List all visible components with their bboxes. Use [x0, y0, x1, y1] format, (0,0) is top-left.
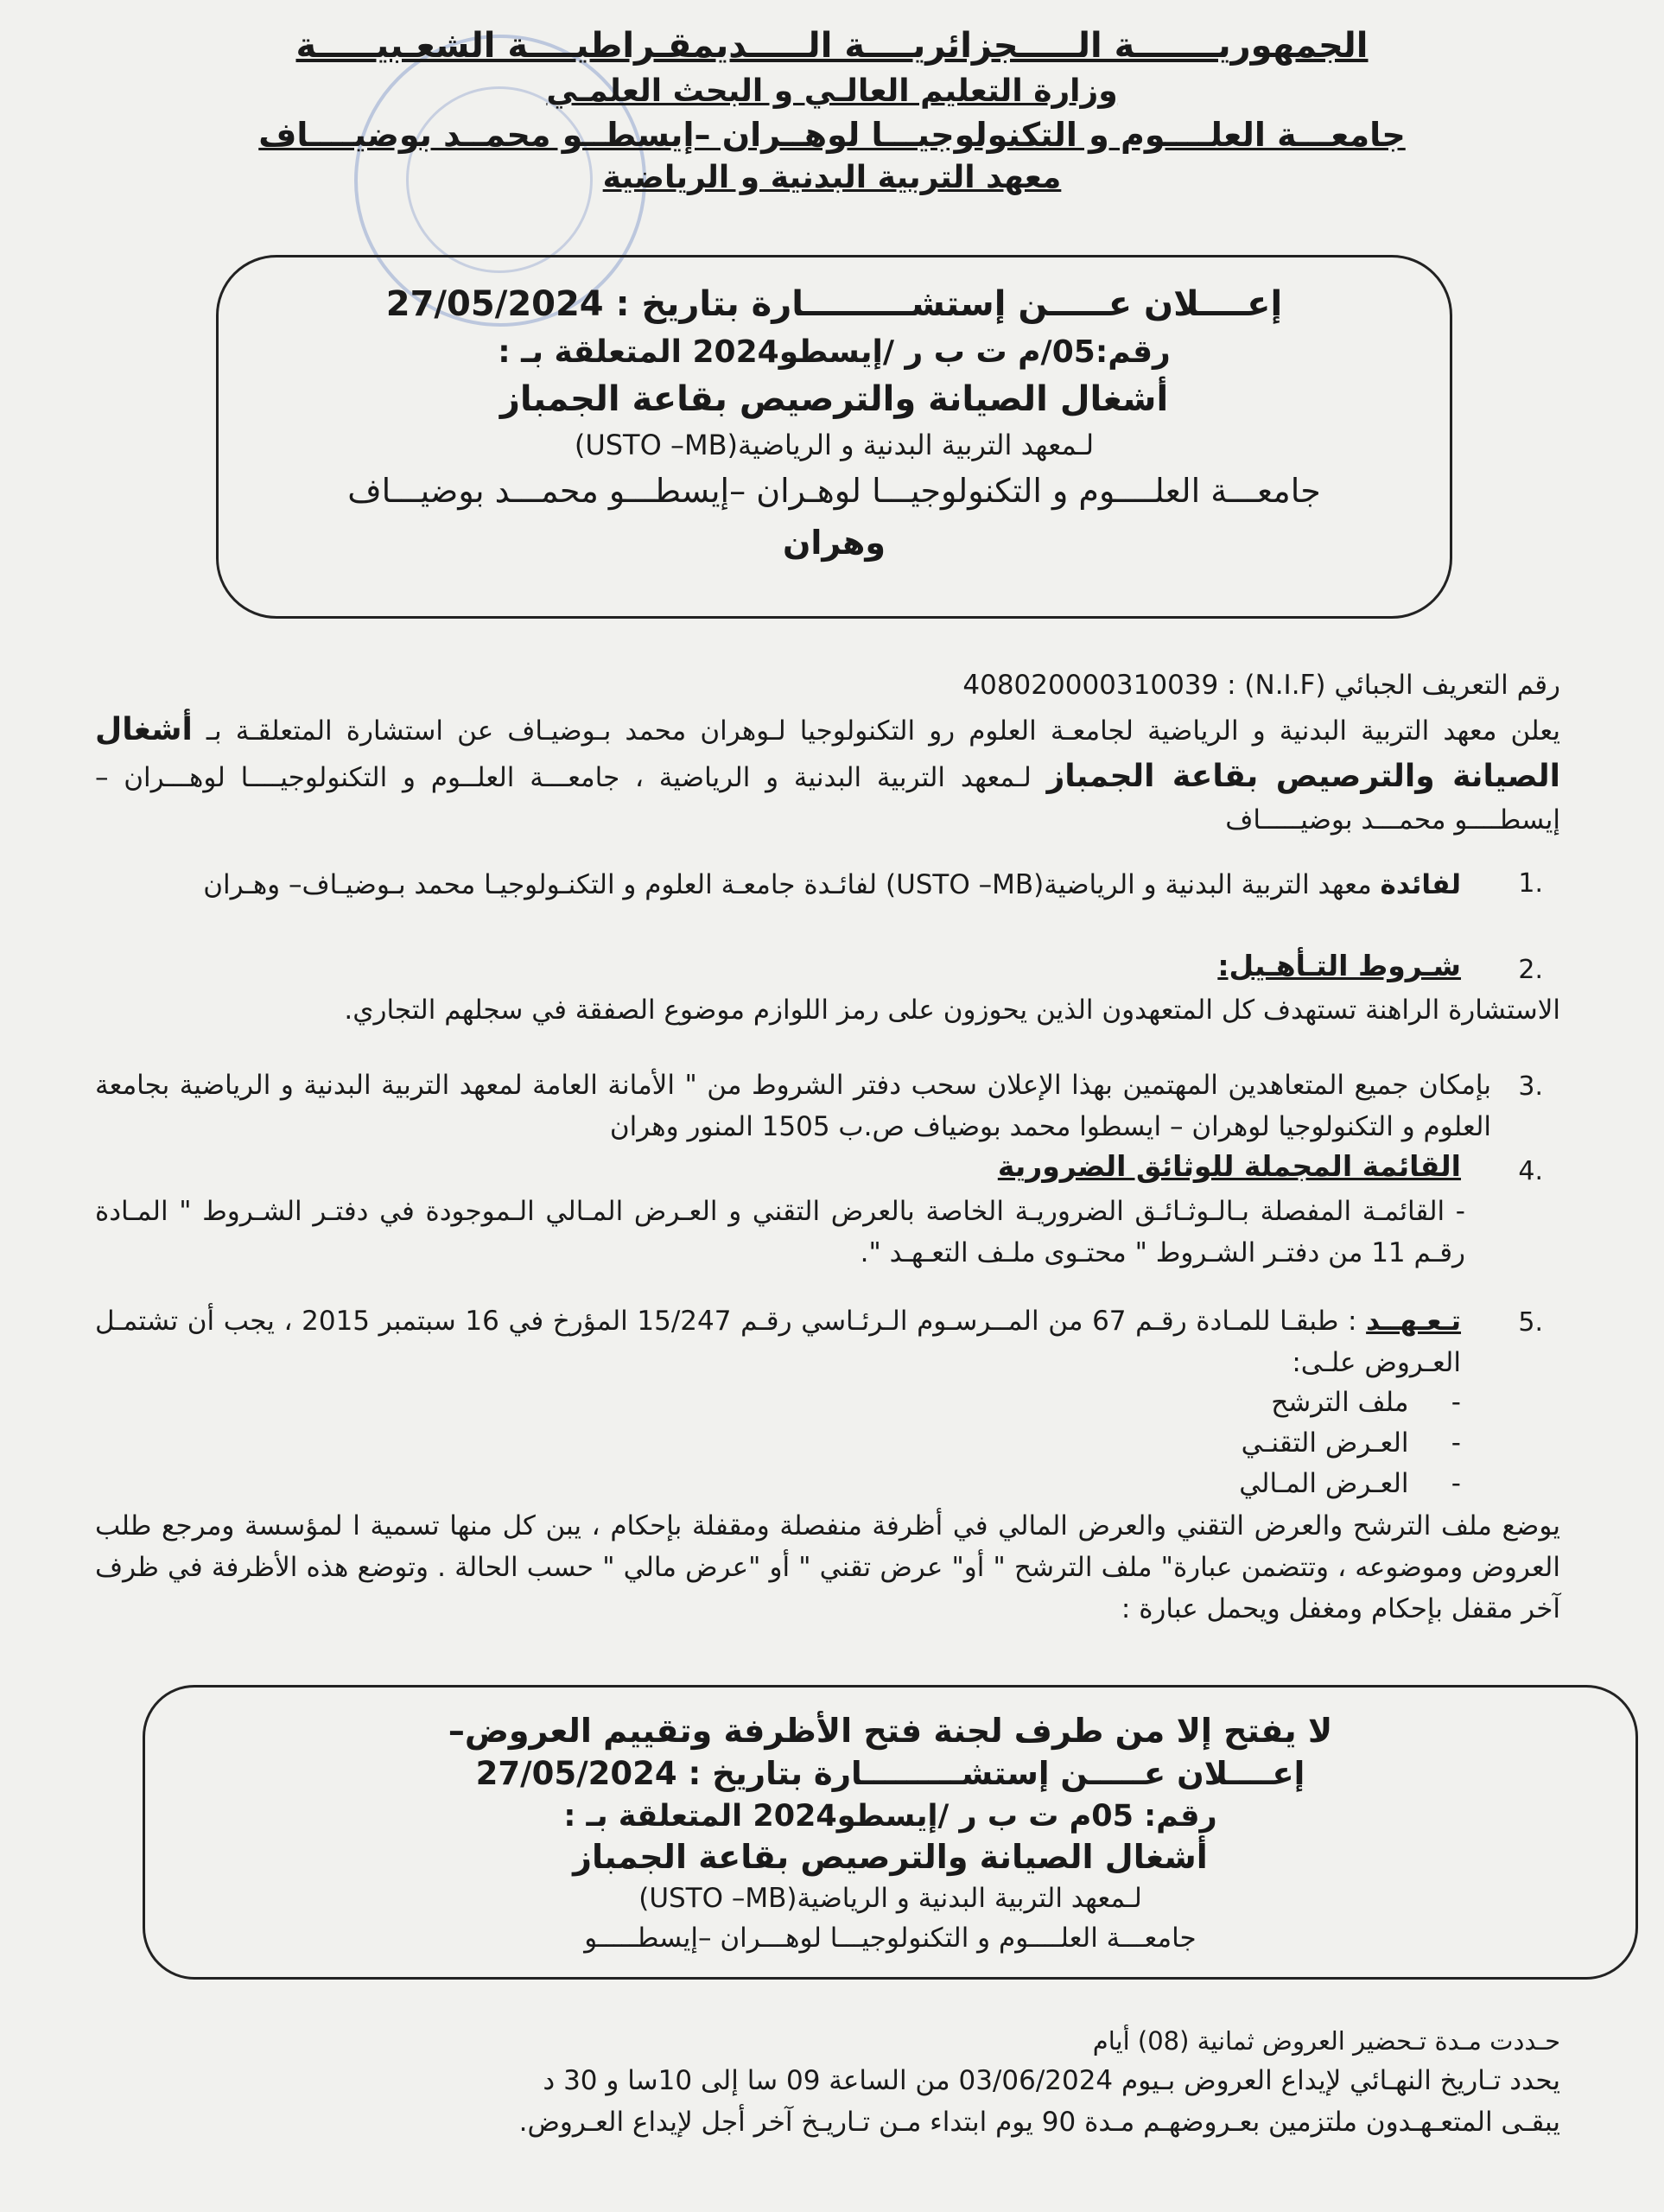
offer-list-item-2: - العـرض التقنـي [1241, 1427, 1461, 1459]
item-5 [95, 1300, 1461, 1383]
item-1-text: معهد التربية البدنية و الرياضية(USTO –MB) لفائـدة جامعـة العلوم و التكنـولوجيـا محمد بـوضيـاف– وهـران [203, 869, 1372, 900]
envelope-subject: أشغال الصيانة والترصيص بقاعة الجمباز [573, 1838, 1208, 1876]
item-4-number: .4 [1518, 1156, 1543, 1186]
envelope-university: جامعـــة العلــــوم و التكنولوجيـــا لوهـــران –إيسطـــــو [584, 1923, 1197, 1954]
envelope-reference: رقم: 05م ت ب ر /إيسطو2024 المتعلقة بـ : [563, 1799, 1217, 1834]
item-2-number: .2 [1518, 955, 1543, 985]
announcement-title: إعــــلان عـــــن إستشـــــــــارة بتاريخ : 27/05/2024 [385, 284, 1283, 324]
item-4-text: - القائمـة المفصلة بـالـوثـائـق الضروريـة الخاصة بالعرض التقني و العـرض المـالي الـموجودة في دفتـر الشـروط " المـادة رقـم 11 من دفتـر الشـروط " محتـوى ملـف التعـهـد ". [95, 1196, 1465, 1269]
item-3-text: بإمكان جميع المتعاهدين المهتمين بهذا الإعلان سحب دفتر الشروط من " الأمانة العامة لمعهد التربية البدنية و الرياضية بجامعة العلوم و التكنولوجيا لوهران – ايسطوا محمد بوضياف ص.ب 1505 المنور وهران [95, 1070, 1491, 1143]
announcement-reference: رقم:05/م ت ب ر /إيسطو2024 المتعلقة بـ : [498, 334, 1171, 370]
announcement-institute: لـمعهد التربية البدنية و الرياضية(USTO –MB) [574, 429, 1095, 461]
item-2-text: الاستشارة الراهنة تستهدف كل المتعهدون الذين يحوزون على رمز اللوازم موضوع الصفقة في سجلهم التجاري. [344, 995, 1560, 1026]
envelope-institute: لـمعهد التربية البدنية و الرياضية(USTO –MB) [638, 1883, 1142, 1914]
intro-text-2: لـمعهد التربية البدنية و الرياضية ، جامعـــة العلــوم و التكنولوجيــــا لوهـــران –إيسطــــو محمـــد بوضيـــــاف [95, 762, 1560, 836]
nif-label: رقم التعريف الجبائي (N.I.F) : [1227, 670, 1560, 701]
envelope-announcement-title: إعــــلان عـــــن إستشـــــــــارة بتاريخ : 27/05/2024 [475, 1755, 1305, 1792]
nif-value: 408020000310039 [962, 670, 1219, 701]
intro-paragraph [95, 707, 1560, 841]
offer-list-item-3: - العـرض المـالي [1239, 1468, 1461, 1499]
item-3-number: .3 [1518, 1071, 1543, 1102]
intro-text-1: يعلن معهد التربية البدنية و الرياضية لجامعـة العلوم رو التكنولوجيا لـوهران محمد بـوضيـاف عن استشارة المتعلقـة بـ [206, 715, 1560, 747]
envelope-label-box [143, 1685, 1638, 1980]
item-1-lead: لفائدة [1380, 869, 1461, 900]
item-5-number: .5 [1518, 1307, 1543, 1338]
announcement-city: وهران [782, 524, 886, 562]
nif-line [962, 670, 1560, 701]
envelope-warning: لا يفتح إلا من طرف لجنة فتح الأظرفة وتقييم العروض– [448, 1712, 1333, 1750]
announcement-university: جامعـــة العلــــوم و التكنولوجيـــا لوهـران –إيسطـــو محمـــد بوضيـــاف [347, 472, 1321, 510]
item-1 [95, 864, 1461, 906]
university-heading: جامعـــة العلــــوم و التكنولوجيـــا لوهــران –إيسطــو محمــد بوضيــــاف [258, 116, 1406, 154]
announcement-subject: أشغال الصيانة والترصيص بقاعة الجمباز [499, 379, 1169, 419]
republic-heading: الجمهوريـــــــة الـــــجزائريــــة الـــــديمقـراطيــــة الشعـبيـــــة [295, 26, 1369, 66]
preparation-period: حـددت مـدة تـحضير العروض ثمانية (08) أيام [1092, 2026, 1560, 2056]
item-2-lead: شـروط التـأهـيل: [1217, 949, 1461, 982]
item-5-lead: تـعـهــد [1366, 1306, 1462, 1337]
announcement-box [216, 255, 1452, 619]
ministry-heading: وزارة التعليم العالـي و البحث العلمـي [546, 73, 1118, 109]
offer-validity: يبقـى المتعـهـدون ملتزمين بعـروضهـم مـدة 90 يوم ابتداء مـن تـاريـخ آخر أجل لإيداع العـروض. [518, 2107, 1560, 2138]
offer-list-item-1: - ملف الترشح [1271, 1387, 1461, 1418]
envelope-paragraph: يوضع ملف الترشح والعرض التقني والعرض المالي في أظرفة منفصلة ومقفلة بإحكام ، يبن كل منها تسمية ا لمؤسسة ومرجع طلب العروض وموضوعه ، وتتضمن عبارة" ملف الترشح " أو" عرض تقني " أو "عرض مالي " حسب الحالة . وتوضع هذه الأظرفة في ظرف آخر مقفل بإحكام ومغفل ويحمل عبارة : [95, 1510, 1560, 1625]
item-5-text: : طبقـا للمـادة رقـم 67 من المــرسـوم الـرئـاسي رقـم 15/247 المؤرخ في 16 سبتمبر 2015 ، يجب أن تشتمـل العـروض علـى: [95, 1306, 1461, 1379]
item-1-number: .1 [1518, 868, 1543, 899]
submission-deadline: يحدد تـاريخ النهـائي لإيداع العروض بـيوم 03/06/2024 من الساعة 09 سا إلى 10سا و 30 د [543, 2065, 1560, 2096]
intro-subject: أشغال الصيانة والترصيص بقاعة الجمباز [95, 712, 1560, 794]
institute-heading: معهد التربية البدنية و الرياضية [602, 160, 1062, 195]
item-4-lead: القائمة المجملة للوثائق الضرورية [997, 1149, 1461, 1183]
